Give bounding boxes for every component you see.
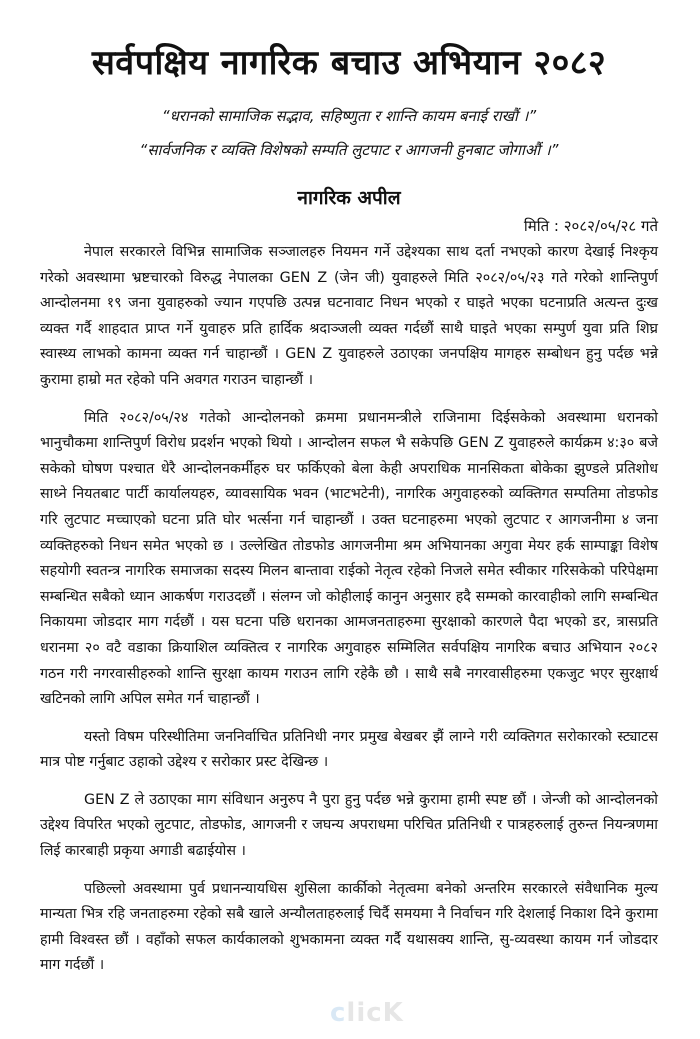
paragraph-gen-z-protest: नेपाल सरकारले विभिन्न सामाजिक सञ्जालहरु नियमन गर्ने उद्देश्यका साथ दर्ता नभएको कारण देखाई निश्कृय गरेको अवस्थामा भ्रष्टचारको विरुद्ध नेपालका GEN Z (जेन जी) युवाहरुले मिति २०८२/०५/२३ गते गरेको शान्तिपुर्ण आन्दोलनमा १९ जना युवाहरुको ज्यान गएपछि उत्पन्न घटनावाट निधन भएको र घाइते भएका घटनाप्रति अत्यन्त दुःख व्यक्त गर्दै शाहदात प्राप्त गर्ने युवाहरु प्रति हार्दिक श्रदाञ्जली व्यक्त गर्दछौं साथै घाइते भएका सम्पुर्ण युवा प्रति शिघ्र स्वास्थ्य लाभको कामना व्यक्त गर्न चाहान्छौं । GEN Z युवाहरुले उठाएका जनपक्षिय मागहरु सम्बोधन हुनु पर्दछ भन्ने कुरामा हाम्रो मत रहेको पनि अवगत गराउन चाहान्छौं ।: [40, 244, 658, 388]
paragraph-mayor-criticism: यस्तो विषम परिस्थीतिमा जननिर्वाचित प्रतिनिधी नगर प्रमुख बेखबर झैं लाग्ने गरी व्यक्तिगत सरोकारको स्ट्याटस मात्र पोष्ट गर्नुबाट उहाको उद्देश्य र सरोकार प्रस्ट देखिन्छ ।: [40, 728, 658, 771]
slogan-harmony: “धरानको सामाजिक सद्भाव, सहिष्णुता र शान्ति कायम बनाई राखौं ।”: [161, 107, 537, 125]
paragraph-interim-government: पछिल्लो अवस्थामा पुर्व प्रधानन्यायधिस शुसिला कार्कीको नेतृत्वमा बनेको अन्तरिम सरकारले संवैधानिक मुल्य मान्यता भित्र रहि जनताहरुमा रहेको सबै खाले अन्यौलताहरुलाई चिर्दै समयमा नै निर्वाचन गरि देशलाई निकाश दिने कुरामा हामी विश्वस्त छौं । वहाँको सफल कार्यकालको शुभकामना व्यक्त गर्दै यथासक्य शान्ति, सु-व्यवस्था कायम गर्न जोडदार माग गर्दछौं ।: [40, 880, 658, 974]
document-title: सर्वपक्षिय नागरिक बचाउ अभियान २०८२: [91, 43, 607, 83]
clickmandu-watermark: [330, 998, 404, 1028]
document-date: मिति : २०८२/०५/२८ गते: [523, 217, 658, 235]
slogan-property: “सार्वजनिक र व्यक्ति विशेषको सम्पति लुटपाट र आगजनी हुनबाट जोगाऔं ।”: [139, 141, 559, 159]
document-subtitle: नागरिक अपील: [297, 187, 401, 209]
watermark-text: licK: [346, 998, 404, 1028]
paragraph-dharan-incident: मिति २०८२/०५/२४ गतेको आन्दोलनको क्रममा प्रधानमन्त्रीले राजिनामा दिईसकेको अवस्थामा धरानको भानुचौकमा शान्तिपुर्ण विरोध प्रदर्शन भएको थियो । आन्दोलन सफल भै सकेपछि GEN Z युवाहरुले कार्यक्रम ४:३० बजे सकेको घोषण पश्चात धेरै आन्दोलनकर्मीहरु घर फर्किएको बेला केही अपराधिक मानसिकता बोकेका झुण्डले प्रतिशोध साध्ने नियतबाट पार्टी कार्यालयहरु, व्यावसायिक भवन (भाटभटेनी), नागरिक अगुवाहरुको व्यक्तिगत सम्पतिमा तोडफोड गरि लुटपाट मच्चाएको घटना प्रति घोर भर्त्सना गर्न चाहान्छौं । उक्त घटनाहरुमा भएको लुटपाट र आगजनीमा ४ जना व्यक्तिहरुको निधन समेत भएको छ । उल्लेखित तोडफोड आगजनीमा श्रम अभियानका अगुवा मेयर हर्क साम्पाङ्का विशेष सहयोगी स्वतन्त्र नागरिक समाजका सदस्य मिलन बान्तावा राईको नेतृत्व रहेको निजले समेत स्वीकार गरिसकेको परिपेक्षमा सम्बन्धित सबैको ध्यान आकर्षण गराउदछौं । संलग्न जो कोहीलाई कानुन अनुसार हदै सम्मको कारवाहीको लागि सम्बन्धित निकायमा जोडदार माग गर्दछौं । यस घटना पछि धरानका आमजनताहरुमा सुरक्षाको कारणले पैदा भएको डर, त्रासप्रति धरानमा २० वटै वडाका क्रियाशिल व्यक्तित्व र नागरिक अगुवाहरु सम्मिलित सर्वपक्षिय नागरिक बचाउ अभियान २०८२ गठन गरी नगरवासीहरुको शान्ति सुरक्षा कायम गराउन लागि रहेकै छौ । साथै सबै नगरवासीहरुमा एकजुट भएर सुरक्षार्थ खटिनको लागि अपिल समेत गर्न चाहान्छौं ।: [40, 409, 658, 708]
watermark-c: c: [330, 998, 347, 1028]
paragraph-gen-z-demands: GEN Z ले उठाएका माग संविधान अनुरुप नै पुरा हुनु पर्दछ भन्ने कुरामा हामी स्पष्ट छौं । जेन्जी को आन्दोलनको उद्देश्य विपरित भएको लुटपाट, तोडफोड, आगजनी र जघन्य अपराधमा परिचित प्रतिनिधी र पात्रहरुलाई तुरुन्त नियन्त्रणमा लिई कारबाही प्रकृया अगाडी बढाईयोस ।: [40, 791, 658, 860]
